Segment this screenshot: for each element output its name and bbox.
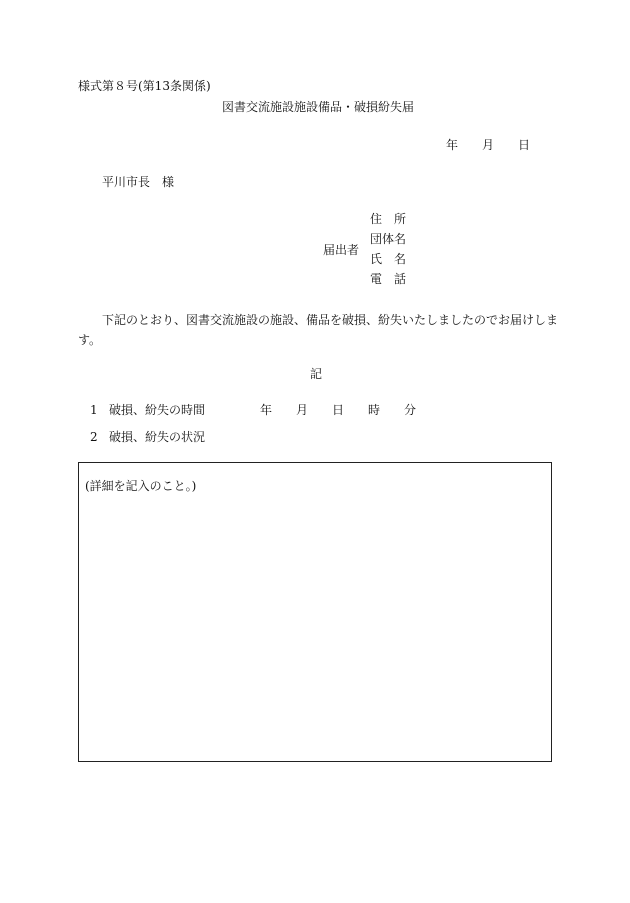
item-number-1: 1 [90,403,98,417]
item-number-2: 2 [90,430,98,444]
body-text: 下記のとおり、図書交流施設の施設、備品を破損、紛失いたしましたのでお届けします。 [78,313,559,347]
addressee: 平川市長 様 [102,175,175,189]
submitter-field-address: 住 所 [370,212,407,226]
item-label-time: 破損、紛失の時間 [109,403,206,417]
submitter-field-name: 氏 名 [370,252,407,266]
submitter-label: 届出者 [323,243,360,257]
form-number: 様式第８号(第13条関係) [78,79,211,93]
ki-heading: 記 [310,367,323,381]
detail-box [78,462,552,762]
time-hour: 時 [368,403,381,417]
detail-note: (詳細を記入のこと。) [85,479,197,493]
date-month: 月 [482,138,495,152]
time-year: 年 [260,403,273,417]
time-day: 日 [332,403,345,417]
date-year: 年 [446,138,459,152]
submitter-field-organization: 団体名 [370,232,407,246]
document-title: 図書交流施設施設備品・破損紛失届 [222,100,415,114]
time-minute: 分 [404,403,417,417]
time-month: 月 [296,403,309,417]
item-label-status: 破損、紛失の状況 [109,430,206,444]
date-day: 日 [518,138,531,152]
date-line [446,138,530,152]
submitter-field-phone: 電 話 [370,272,407,286]
time-fields [260,403,416,417]
